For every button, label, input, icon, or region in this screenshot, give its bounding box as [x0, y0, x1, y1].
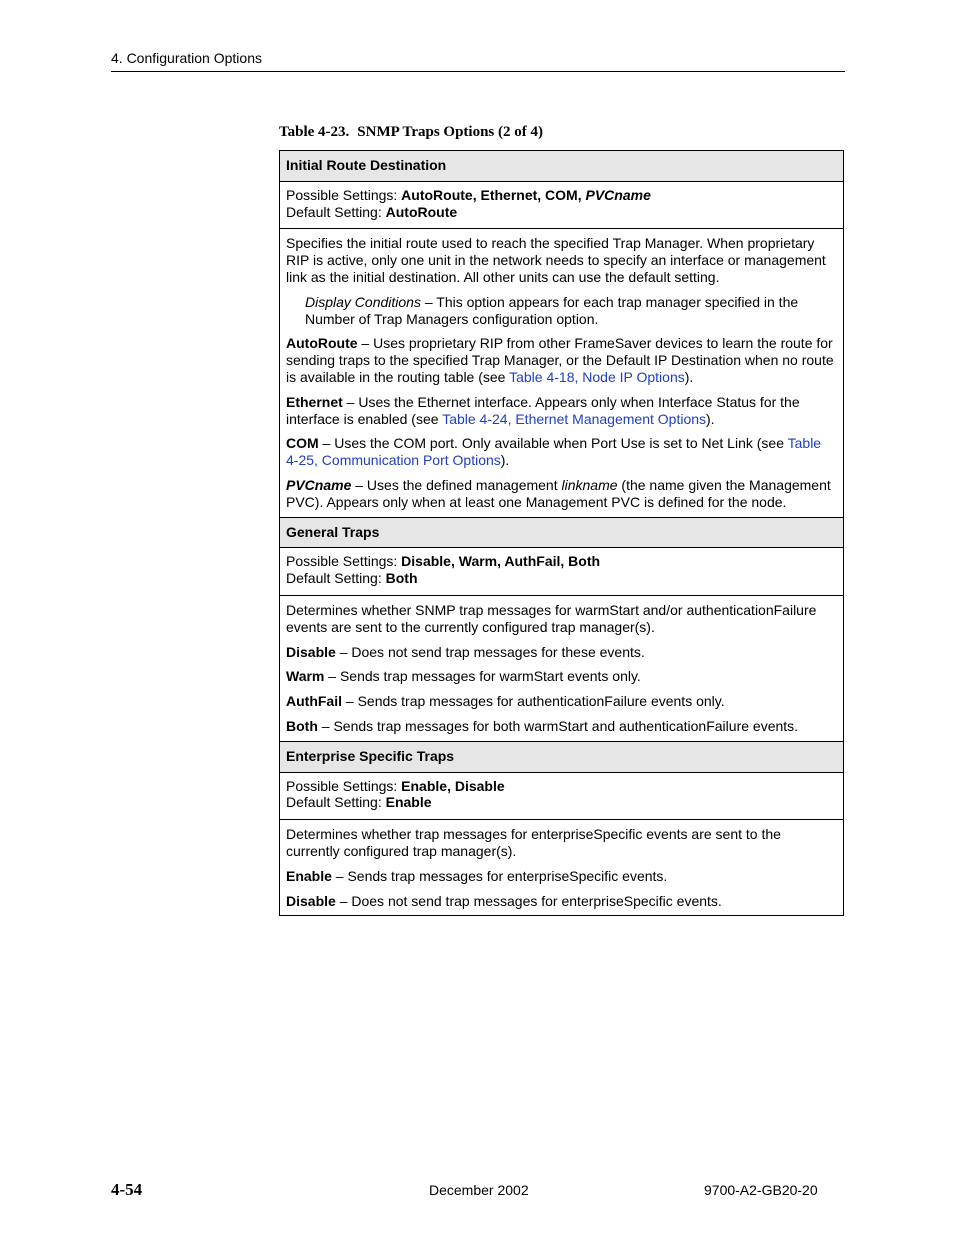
settings-enterprise-specific-traps: [280, 772, 843, 820]
caption-label: Table 4-23.: [279, 124, 350, 140]
default-setting: Default Setting: Enable: [286, 794, 432, 811]
description-initial-route-destination: [280, 228, 843, 516]
possible-settings: Possible Settings: Enable, Disable: [286, 777, 505, 794]
option-both: Both – Sends trap messages for both warmStart and authenticationFailure events.: [286, 717, 799, 734]
option-authfail: AuthFail – Sends trap messages for authenticationFailure events only.: [286, 693, 725, 710]
page-number: 4-54: [111, 1180, 143, 1199]
default-setting: Default Setting: AutoRoute: [286, 203, 458, 220]
option-warm: Warm – Sends trap messages for warmStart events only.: [286, 668, 641, 685]
option-enable: Enable – Sends trap messages for enterpriseSpecific events.: [286, 867, 668, 884]
option-disable: Disable – Does not send trap messages for enterpriseSpecific events.: [286, 892, 722, 909]
possible-settings: Possible Settings: AutoRoute, Ethernet, COM, PVCname: [286, 186, 651, 203]
option-com: COM – Uses the COM port. Only available when Port Use is set to Net Link (see Table 4-25, Communication Port Options).: [286, 435, 822, 469]
description-intro: Determines whether SNMP trap messages for warmStart and/or authenticationFailure events are sent to the currently configured trap manager(s).: [286, 601, 817, 635]
section-header-initial-route-destination: Initial Route Destination: [280, 151, 843, 181]
snmp-traps-options-table: [279, 150, 844, 916]
display-conditions: Display Conditions – This option appears for each trap manager specified in the Number of Trap Managers configuration option.: [305, 293, 799, 327]
footer-date: December 2002: [429, 1182, 529, 1198]
running-head: 4. Configuration Options: [111, 50, 262, 66]
description-general-traps: [280, 595, 843, 741]
description-intro: Specifies the initial route used to reach the specified Trap Manager. When proprietary RIP is active, only one unit in the network needs to specify an interface or management link as the initial destination. All other units can use the default setting.: [286, 235, 826, 285]
description-enterprise-specific-traps: [280, 819, 843, 915]
option-autoroute: AutoRoute – Uses proprietary RIP from other FrameSaver devices to learn the route for sending traps to the specified Trap Manager, or the Default IP Destination when no route is available in the routing table (see Table 4-18, Node IP Options).: [286, 335, 834, 385]
option-ethernet: Ethernet – Uses the Ethernet interface. Appears only when Interface Status for the interface is enabled (see Table 4-24, Ethernet Management Options).: [286, 393, 800, 427]
link-table-4-18[interactable]: Table 4-18, Node IP Options: [509, 368, 685, 385]
possible-settings: Possible Settings: Disable, Warm, AuthFail, Both: [286, 553, 601, 570]
settings-initial-route-destination: [280, 181, 843, 229]
option-disable: Disable – Does not send trap messages for these events.: [286, 643, 645, 660]
document-number: 9700-A2-GB20-20: [704, 1182, 818, 1198]
link-table-4-24[interactable]: Table 4-24, Ethernet Management Options: [442, 410, 707, 427]
section-header-enterprise-specific-traps: Enterprise Specific Traps: [280, 741, 843, 772]
table-caption: [279, 124, 543, 141]
section-header-general-traps: General Traps: [280, 517, 843, 548]
settings-general-traps: [280, 547, 843, 595]
caption-title: SNMP Traps Options (2 of 4): [357, 124, 544, 140]
link-table-4-25[interactable]: Table 4-25, Communication Port Options: [286, 435, 822, 469]
default-setting: Default Setting: Both: [286, 570, 418, 587]
header-rule: [111, 71, 845, 72]
option-pvcname: PVCname – Uses the defined management linkname (the name given the Management PVC). Appears only when at least one Management PVC is defined for the node.: [286, 476, 831, 510]
description-intro: Determines whether trap messages for enterpriseSpecific events are sent to the currently configured trap manager(s).: [286, 826, 781, 859]
